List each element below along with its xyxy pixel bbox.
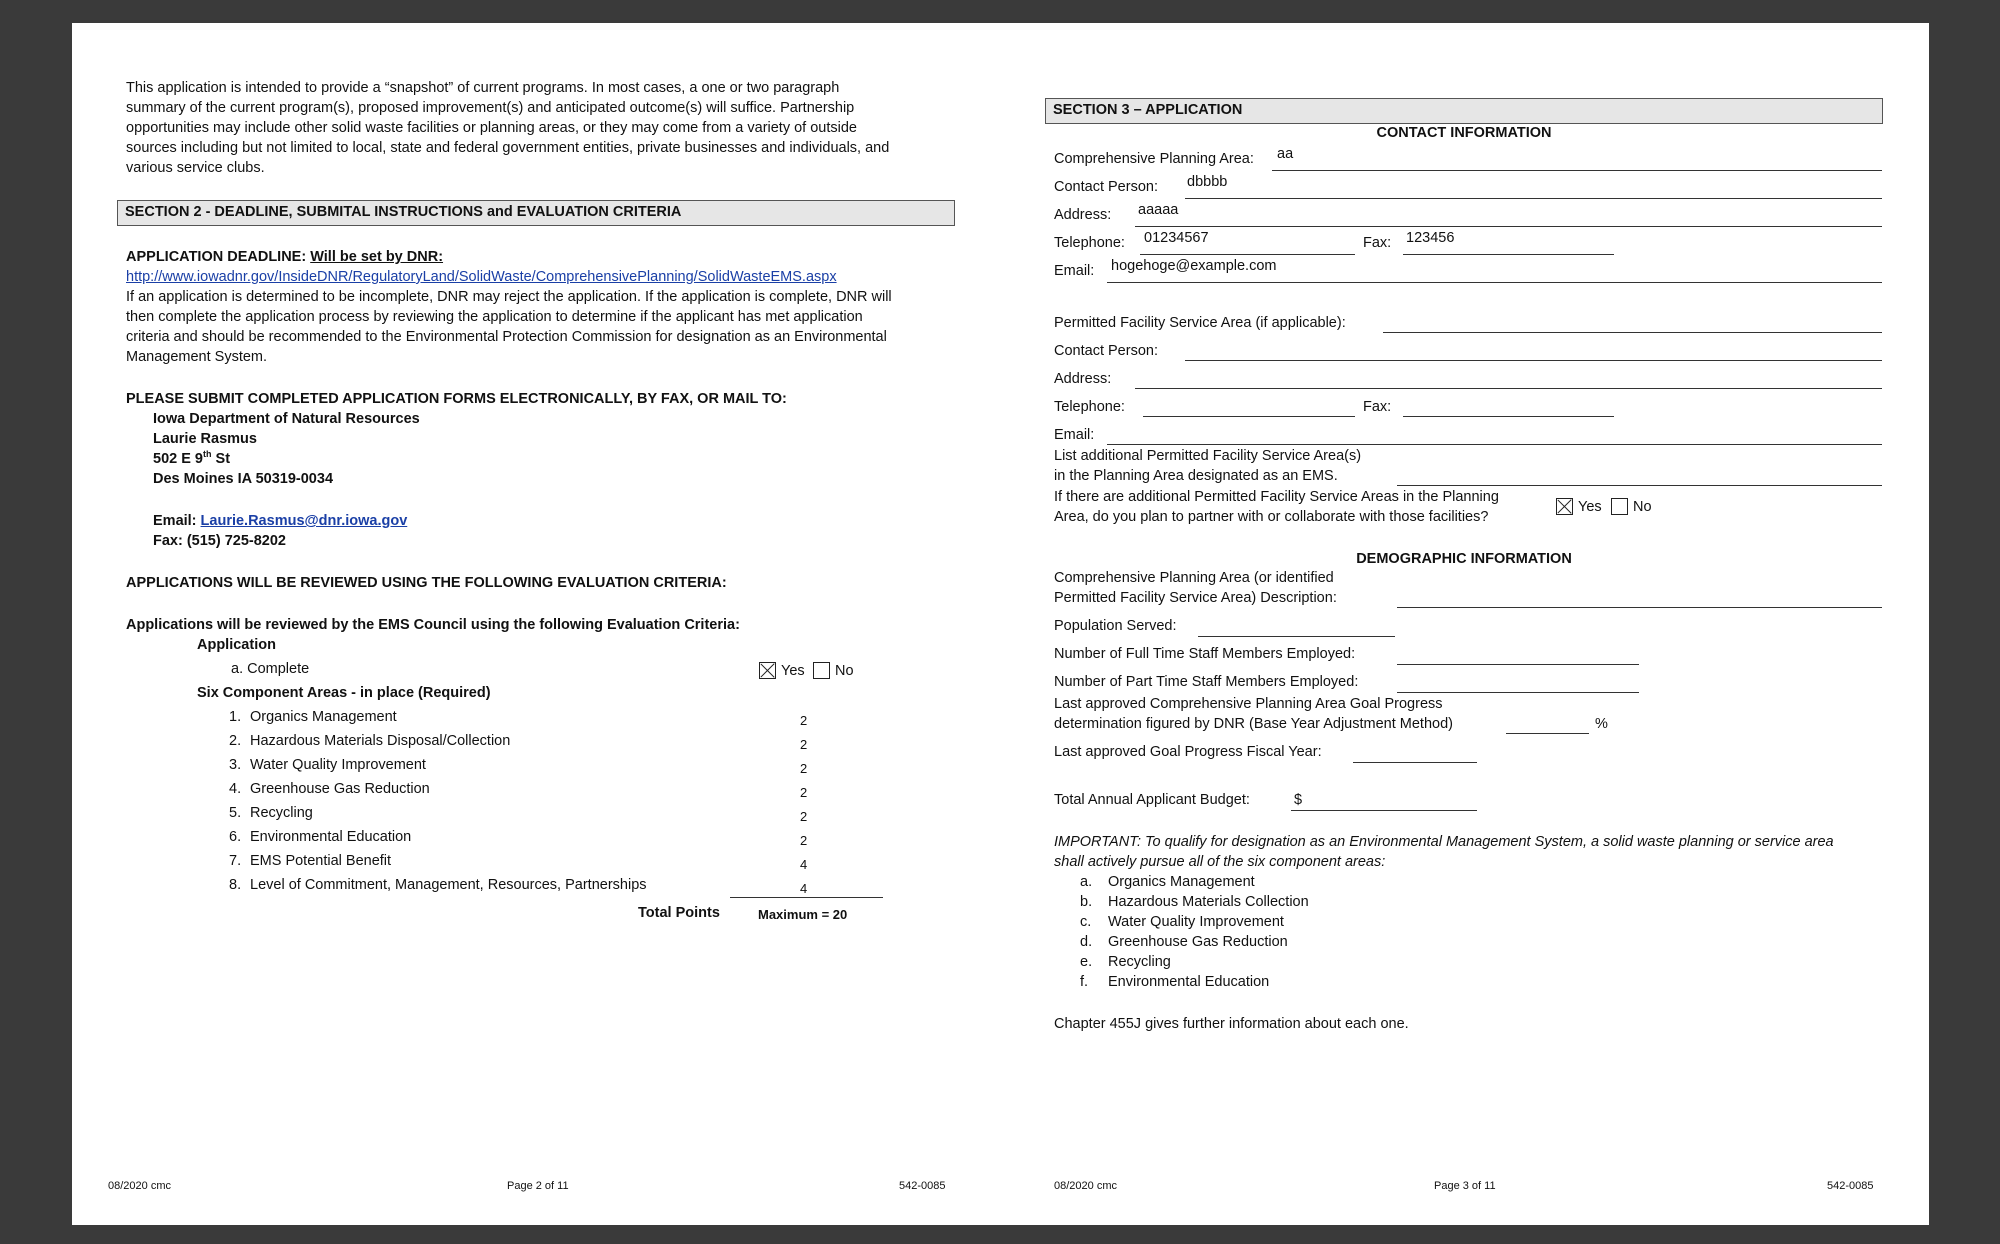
complete-yes-checkbox[interactable] xyxy=(759,662,776,679)
component-letter: f. xyxy=(1080,974,1089,990)
criteria-label: Organics Management xyxy=(250,709,397,725)
intro-line-4: sources including but not limited to local, state and federal government entities, private businesses and individuals, and xyxy=(126,140,890,156)
contact-person-line xyxy=(1185,198,1882,199)
criteria-label: EMS Potential Benefit xyxy=(250,853,392,869)
pfsa-field[interactable] xyxy=(1383,332,1882,333)
component-item: Environmental Education xyxy=(1108,974,1270,990)
fax-field[interactable]: 123456 xyxy=(1406,230,1455,246)
criteria-points: 4 xyxy=(800,857,808,872)
criteria-num: 2. xyxy=(229,733,242,749)
cpa-field[interactable]: aa xyxy=(1277,146,1294,162)
contact-person-label: Contact Person: xyxy=(1054,179,1158,195)
telephone-field-line xyxy=(1140,254,1355,255)
email-field[interactable]: hogehoge@example.com xyxy=(1111,258,1277,274)
component-item: Hazardous Materials Collection xyxy=(1108,894,1309,910)
total-points-max: Maximum = 20 xyxy=(758,907,848,922)
submit-heading: PLEASE SUBMIT COMPLETED APPLICATION FORMS ELECTRONICALLY, BY FAX, OR MAIL TO: xyxy=(126,391,787,407)
chapter-note: Chapter 455J gives further information about each one. xyxy=(1054,1016,1409,1032)
fulltime-field[interactable] xyxy=(1397,664,1639,665)
telephone-label: Telephone: xyxy=(1054,235,1125,251)
telephone-field[interactable]: 01234567 xyxy=(1144,230,1209,246)
component-item: Recycling xyxy=(1108,954,1171,970)
criteria-num: 5. xyxy=(229,805,242,821)
intro-line-5: various service clubs. xyxy=(126,160,265,176)
budget-label: Total Annual Applicant Budget: xyxy=(1054,792,1250,808)
address-field[interactable]: aaaaa xyxy=(1138,202,1179,218)
additional-pfsa-field[interactable] xyxy=(1397,485,1882,486)
address-org: Iowa Department of Natural Resources xyxy=(153,411,420,427)
component-letter: d. xyxy=(1080,934,1093,950)
pfsa-email-field[interactable] xyxy=(1107,444,1882,445)
component-letter: c. xyxy=(1080,914,1092,930)
criteria-num: 6. xyxy=(229,829,242,845)
intro-line-1: This application is intended to provide a “snapshot” of current programs. In most cases, a one or two paragraph xyxy=(126,80,840,96)
email-field-label: Email: xyxy=(1054,263,1095,279)
complete-no-checkbox[interactable] xyxy=(813,662,830,679)
six-areas-label: Six Component Areas - in place (Required) xyxy=(197,685,491,701)
partner-question-2: Area, do you plan to partner with or collaborate with those facilities? xyxy=(1054,509,1489,525)
criteria-label: Environmental Education xyxy=(250,829,412,845)
criteria-points: 2 xyxy=(800,833,808,848)
fiscal-year-field[interactable] xyxy=(1353,762,1477,763)
deadline-text-2: then complete the application process by reviewing the application to determine if the applicant has met application xyxy=(126,309,863,325)
component-item: Greenhouse Gas Reduction xyxy=(1108,934,1288,950)
total-points-label: Total Points xyxy=(638,905,720,921)
budget-dollar-sign: $ xyxy=(1294,792,1303,808)
important-note-2: shall actively pursue all of the six component areas: xyxy=(1054,854,1386,870)
address-street-sup: th xyxy=(203,449,212,460)
partner-question-1: If there are additional Permitted Facility Service Areas in the Planning xyxy=(1054,489,1499,505)
important-note-1: IMPORTANT: To qualify for designation as an Environmental Management System, a solid waste planning or service area xyxy=(1054,834,1834,850)
pfsa-fax-label: Fax: xyxy=(1363,399,1392,415)
criteria-label: Recycling xyxy=(250,805,313,821)
email-field-line xyxy=(1107,282,1882,283)
deadline-text-1: If an application is determined to be incomplete, DNR may reject the application. If the application is complete, DNR will xyxy=(126,289,892,305)
fax-line: Fax: (515) 725-8202 xyxy=(153,533,286,549)
component-item: Organics Management xyxy=(1108,874,1255,890)
partner-yes-label: Yes xyxy=(1578,499,1602,515)
pfsa-telephone-label: Telephone: xyxy=(1054,399,1125,415)
footer-right-form: 542-0085 xyxy=(1827,1180,1874,1192)
fax-label: Fax: xyxy=(1363,235,1392,251)
population-field[interactable] xyxy=(1198,636,1395,637)
criteria-label: Water Quality Improvement xyxy=(250,757,426,773)
footer-left-form: 542-0085 xyxy=(899,1180,946,1192)
criteria-points: 2 xyxy=(800,785,808,800)
deadline-text-3: criteria and should be recommended to the Environmental Protection Commission for designation as an Environmental xyxy=(126,329,887,345)
partner-no-label: No xyxy=(1633,499,1652,515)
criteria-num: 3. xyxy=(229,757,242,773)
partner-no-checkbox[interactable] xyxy=(1611,498,1628,515)
criteria-points: 4 xyxy=(800,881,808,896)
address-name: Laurie Rasmus xyxy=(153,431,257,447)
fax-field-line xyxy=(1403,254,1614,255)
document-sheet xyxy=(72,23,1929,1225)
pfsa-address-label: Address: xyxy=(1054,371,1112,387)
pfsa-telephone-field[interactable] xyxy=(1143,416,1355,417)
percent-sign: % xyxy=(1595,716,1608,732)
partner-yes-checkbox[interactable] xyxy=(1556,498,1573,515)
intro-line-3: opportunities may include other solid waste facilities or planning areas, or they may come from a variety of outside xyxy=(126,120,857,136)
cpa-label: Comprehensive Planning Area: xyxy=(1054,151,1254,167)
component-item: Water Quality Improvement xyxy=(1108,914,1284,930)
email-line xyxy=(153,511,407,531)
pfsa-contact-label: Contact Person: xyxy=(1054,343,1158,359)
address-label: Address: xyxy=(1054,207,1112,223)
footer-right-date: 08/2020 cmc xyxy=(1054,1180,1117,1192)
deadline-line xyxy=(126,247,443,267)
address-street-prefix: 502 E 9 xyxy=(153,451,203,467)
complete-yes-label: Yes xyxy=(781,663,805,679)
address-street-suffix: St xyxy=(211,451,231,467)
deadline-value: Will be set by DNR: xyxy=(310,249,444,265)
criteria-num: 8. xyxy=(229,877,242,893)
application-label: Application xyxy=(197,637,276,653)
intro-line-2: summary of the current program(s), proposed improvement(s) and anticipated outcome(s) will suffice. Partnership xyxy=(126,100,855,116)
criteria-num: 7. xyxy=(229,853,242,869)
footer-left-date: 08/2020 cmc xyxy=(108,1180,171,1192)
fulltime-label: Number of Full Time Staff Members Employed: xyxy=(1054,646,1356,662)
goal-label-1: Last approved Comprehensive Planning Area Goal Progress xyxy=(1054,696,1443,712)
criteria-num: 4. xyxy=(229,781,242,797)
component-letter: a. xyxy=(1080,874,1093,890)
goal-label-2: determination figured by DNR (Base Year Adjustment Method) xyxy=(1054,716,1453,732)
deadline-text-4: Management System. xyxy=(126,349,268,365)
email-link[interactable]: Laurie.Rasmus@dnr.iowa.gov xyxy=(200,513,408,529)
pfsa-email-label: Email: xyxy=(1054,427,1095,443)
criteria-points: 2 xyxy=(800,737,808,752)
criteria-points: 2 xyxy=(800,809,808,824)
budget-field[interactable] xyxy=(1291,810,1477,811)
component-letter: e. xyxy=(1080,954,1093,970)
goal-percent-field[interactable] xyxy=(1506,733,1589,734)
criteria-label: Greenhouse Gas Reduction xyxy=(250,781,430,797)
criteria-points: 2 xyxy=(800,713,808,728)
complete-no-label: No xyxy=(835,663,854,679)
parttime-label: Number of Part Time Staff Members Employed: xyxy=(1054,674,1359,690)
section3-header: SECTION 3 – APPLICATION xyxy=(1045,98,1883,124)
additional-label-1: List additional Permitted Facility Service Area(s) xyxy=(1054,448,1362,464)
contact-person-field[interactable]: dbbbb xyxy=(1187,174,1228,190)
pfsa-contact-field[interactable] xyxy=(1185,360,1882,361)
points-total-rule xyxy=(730,897,883,898)
criteria-points: 2 xyxy=(800,761,808,776)
address-field-line xyxy=(1135,226,1882,227)
pfsa-label: Permitted Facility Service Area (if applicable): xyxy=(1054,315,1346,331)
address-street xyxy=(153,449,230,469)
fiscal-year-label: Last approved Goal Progress Fiscal Year: xyxy=(1054,744,1322,760)
contact-info-heading: CONTACT INFORMATION xyxy=(1376,125,1552,141)
demographic-heading: DEMOGRAPHIC INFORMATION xyxy=(1356,551,1572,567)
population-label: Population Served: xyxy=(1054,618,1177,634)
complete-item: a. Complete xyxy=(231,661,310,677)
review-subheading: Applications will be reviewed by the EMS Council using the following Evaluation Criteria: xyxy=(126,617,740,633)
section2-header: SECTION 2 - DEADLINE, SUBMITAL INSTRUCTIONS and EVALUATION CRITERIA xyxy=(117,200,955,226)
address-city: Des Moines IA 50319-0034 xyxy=(153,471,334,487)
description-field[interactable] xyxy=(1397,607,1882,608)
pfsa-fax-field[interactable] xyxy=(1403,416,1614,417)
description-label-1: Comprehensive Planning Area (or identified xyxy=(1054,570,1334,586)
component-letter: b. xyxy=(1080,894,1093,910)
footer-right-page: Page 3 of 11 xyxy=(1434,1180,1496,1192)
description-label-2: Permitted Facility Service Area) Description: xyxy=(1054,590,1337,606)
criteria-num: 1. xyxy=(229,709,242,725)
review-heading: APPLICATIONS WILL BE REVIEWED USING THE FOLLOWING EVALUATION CRITERIA: xyxy=(126,575,727,591)
criteria-label: Hazardous Materials Disposal/Collection xyxy=(250,733,511,749)
parttime-field[interactable] xyxy=(1397,692,1639,693)
cpa-field-line xyxy=(1272,170,1882,171)
criteria-label: Level of Commitment, Management, Resources, Partnerships xyxy=(250,877,647,893)
deadline-label: APPLICATION DEADLINE: xyxy=(126,249,307,265)
footer-left-page: Page 2 of 11 xyxy=(507,1180,569,1192)
email-label: Email: xyxy=(153,513,197,529)
pfsa-address-field[interactable] xyxy=(1135,388,1882,389)
deadline-url-link[interactable]: http://www.iowadnr.gov/InsideDNR/RegulatoryLand/SolidWaste/ComprehensivePlanning/SolidWasteEMS.aspx xyxy=(126,269,837,285)
additional-label-2: in the Planning Area designated as an EMS. xyxy=(1054,468,1338,484)
